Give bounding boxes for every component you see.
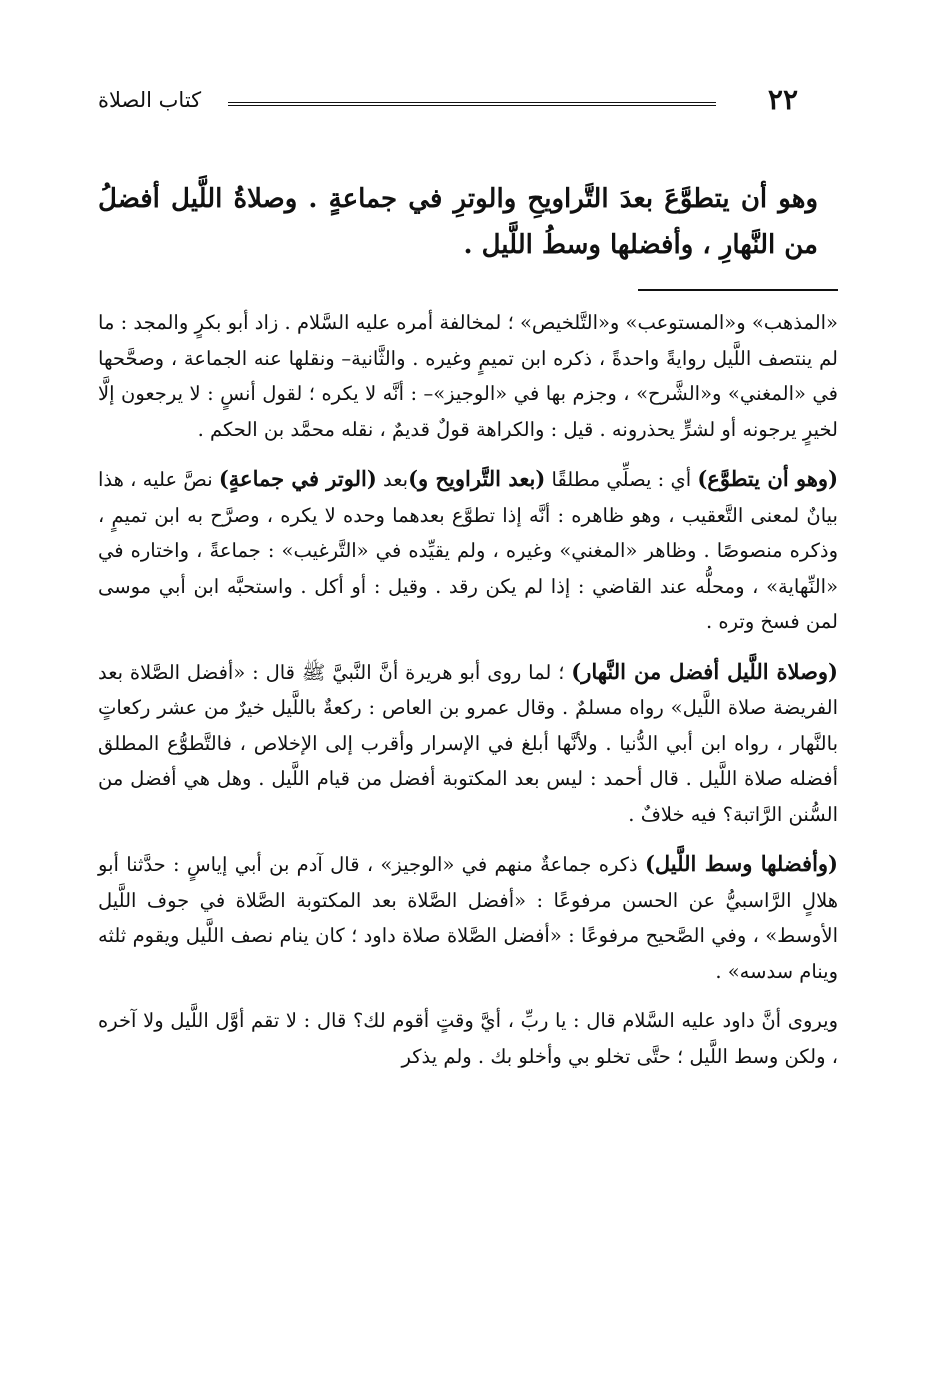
lemma: (بعد التَّراويح و) [408, 466, 546, 491]
lemma: (وهو أن يتطوَّع) [697, 466, 839, 491]
main-text: وهو أن يتطوَّعَ بعدَ التَّراويحِ والوترِ في جماعةٍ . وصلاةُ اللَّيل أفضلُ من النَّهارِ ، وأفضلها وسطُ اللَّيل . [98, 184, 818, 260]
lemma: (الوتر في جماعةٍ) [218, 466, 377, 491]
lemma: (وأفضلها وسط اللَّيل) [644, 851, 838, 876]
commentary-text: بعد [376, 468, 409, 491]
page-header [98, 82, 798, 122]
separator-rule [638, 289, 838, 291]
commentary-paragraph-5: ويروى أنَّ داود عليه السَّلام قال : يا ربِّ ، أيَّ وقتٍ أقوم لك؟ قال : لا تقم أوَّل اللَّيل ولا آخره ، ولكن وسط اللَّيل ؛ حتَّى تخلو بي وأخلو بك . ولم يذكر [98, 1009, 838, 1068]
page-number: ٢٢ [767, 83, 798, 116]
header-rule [228, 102, 716, 106]
commentary [98, 305, 838, 1088]
commentary-paragraph-3 [98, 654, 838, 833]
commentary-text: ؛ لما روى أبو هريرة أنَّ النَّبيَّ ﷺ قال : «أفضل الصَّلاة بعد الفريضة صلاة اللَّيل» رواه مسلمٌ . وقال عمرو بن العاص : ركعةٌ باللَّيل خيرٌ من عشر ركعاتٍ بالنَّهار ، رواه ابن أبي الدُّنيا . ولأنَّها أبلغ في الإسرار وأقرب إلى الإخلاص ، فالتَّطوُّع المطلق أفضله صلاة اللَّيل . قال أحمد : ليس بعد المكتوبة أفضل من قيام اللَّيل . وهل هي أفضل من السُّنن الرَّاتبة؟ فيه خلافٌ . [98, 660, 838, 826]
running-title: كتاب الصلاة [98, 88, 202, 112]
lemma: (وصلاة اللَّيل أفضل من النَّهار) [571, 658, 838, 684]
commentary-text: أي : يصلِّي مطلقًا [545, 468, 698, 491]
commentary-text: ذكره جماعةٌ منهم في «الوجيز» ، قال آدم بن أبي إياسٍ : حدَّثنا أبو هلالٍ الرَّاسبيُّ عن الحسن مرفوعًا : «أفضل الصَّلاة بعد المكتوبة الصَّلاة في جوف اللَّيل الأوسط» ، وفي الصَّحيح مرفوعًا : «أفضل الصَّلاة صلاة داود ؛ كان ينام نصف اللَّيل ويقوم ثلثه وينام سدسه» . [98, 853, 838, 983]
commentary-paragraph-1: «المذهب» و«المستوعب» و«التَّلخيص» ؛ لمخالفة أمره عليه السَّلام . زاد أبو بكرٍ والمجد : ما لم ينتصف اللَّيل روايةً واحدةً ، ذكره ابن تميمٍ وغيره . والثَّانية– ونقلها عنه الجماعة ، وصحَّحها في «المغني» و«الشَّرح» ، وجزم بها في «الوجيز»– : أنَّه لا يكره ؛ لقول أنسٍ : لا يرجعون إلَّا لخيرٍ يرجونه أو لشرٍّ يحذرونه . قيل : والكراهة قولٌ قديمٌ ، نقله محمَّد بن الحكم . [98, 311, 838, 441]
commentary-paragraph-2 [98, 461, 838, 640]
commentary-paragraph-4 [98, 846, 838, 989]
commentary-text: نصَّ عليه ، هذا بيانٌ لمعنى التَّعقيب ، وهو ظاهره : أنَّه إذا تطوَّع بعدهما وحده لا يكره ، وصرَّح به ابن تميمٍ ، وذكره منصوصًا . وظاهر «المغني» وغيره ، ولم يقيِّده في «التَّرغيب» : جماعةً ، واختاره في «النِّهاية» ، ومحلُّه عند القاضي : إذا لم يكن رقد . وقيل : أو أكل . واستحبَّه ابن أبي موسى لمن فسخ وتره . [98, 468, 838, 633]
